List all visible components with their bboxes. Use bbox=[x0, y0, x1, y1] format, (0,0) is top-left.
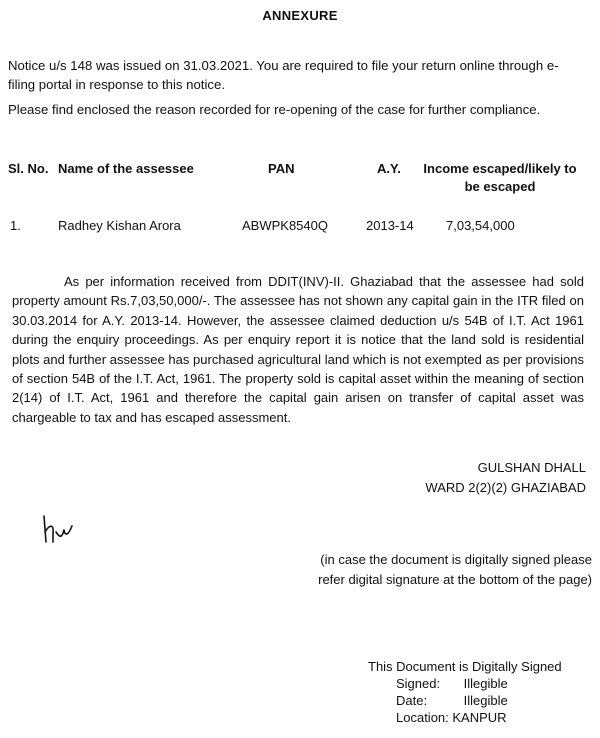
location-row bbox=[368, 709, 562, 726]
reasons-paragraph: As per information received from DDIT(INV)-II. Ghaziabad that the assessee had sold property amount Rs.7,03,50,000/-. The assessee has not shown any capital gain in the ITR filed on 30.03.2014 for A.Y. 2013-14. However, the assessee claimed deduction u/s 54B of I.T. Act 1961 during the enquiry proceedings. As per enquiry report it is notice that the land sold is residential plots and further assessee has purchased agricultural land which is not exempted as per provisions of section 54B of the I.T. Act, 1961. The property sold is capital asset within the meaning of section 2(14) of I.T. Act, 1961 and therefore the capital gain arisen on transfer of capital asset was chargeable to tax and has escaped assessment. bbox=[12, 274, 584, 425]
digital-note-line1: (in case the document is digitally signed please bbox=[320, 552, 592, 567]
notice-paragraph: Notice u/s 148 was issued on 31.03.2021. You are required to file your return online through e-filing portal in response to this notice. bbox=[8, 58, 559, 92]
digital-note-line2: refer digital signature at the bottom of the page) bbox=[318, 572, 592, 587]
reason-paragraph: Please find enclosed the reason recorded for re-opening of the case for further compliance. bbox=[8, 102, 541, 117]
date-value: Illegible bbox=[463, 693, 508, 708]
header-sl-no: Sl. No. bbox=[8, 161, 49, 176]
cell-pan: ABWPK8540Q bbox=[242, 218, 328, 233]
header-income-escaped: Income escaped/likely to be escaped bbox=[423, 161, 577, 194]
cell-ay: 2013-14 bbox=[366, 218, 414, 233]
cell-income-escaped: 7,03,54,000 bbox=[446, 218, 515, 233]
digital-signature-heading: This Document is Digitally Signed bbox=[368, 659, 562, 674]
signed-label: Signed: bbox=[396, 676, 441, 691]
digital-signature-block bbox=[368, 658, 562, 726]
digital-signature-note bbox=[272, 550, 592, 590]
handwritten-initials-icon bbox=[38, 512, 78, 546]
header-ay: A.Y. bbox=[377, 161, 401, 176]
signed-row bbox=[368, 675, 562, 692]
location-value: KANPUR bbox=[452, 710, 507, 725]
location-label: Location: bbox=[396, 710, 449, 725]
document-title: ANNEXURE bbox=[262, 8, 338, 23]
cell-name: Radhey Kishan Arora bbox=[58, 218, 181, 233]
cell-sl-no: 1. bbox=[10, 218, 21, 233]
header-name: Name of the assessee bbox=[58, 161, 194, 176]
date-label: Date: bbox=[396, 693, 428, 708]
officer-block bbox=[425, 458, 586, 498]
date-row bbox=[368, 692, 562, 709]
header-pan: PAN bbox=[268, 161, 295, 176]
officer-ward: WARD 2(2)(2) GHAZIABAD bbox=[425, 480, 586, 495]
signed-value: Illegible bbox=[463, 676, 508, 691]
officer-name: GULSHAN DHALL bbox=[477, 460, 586, 475]
